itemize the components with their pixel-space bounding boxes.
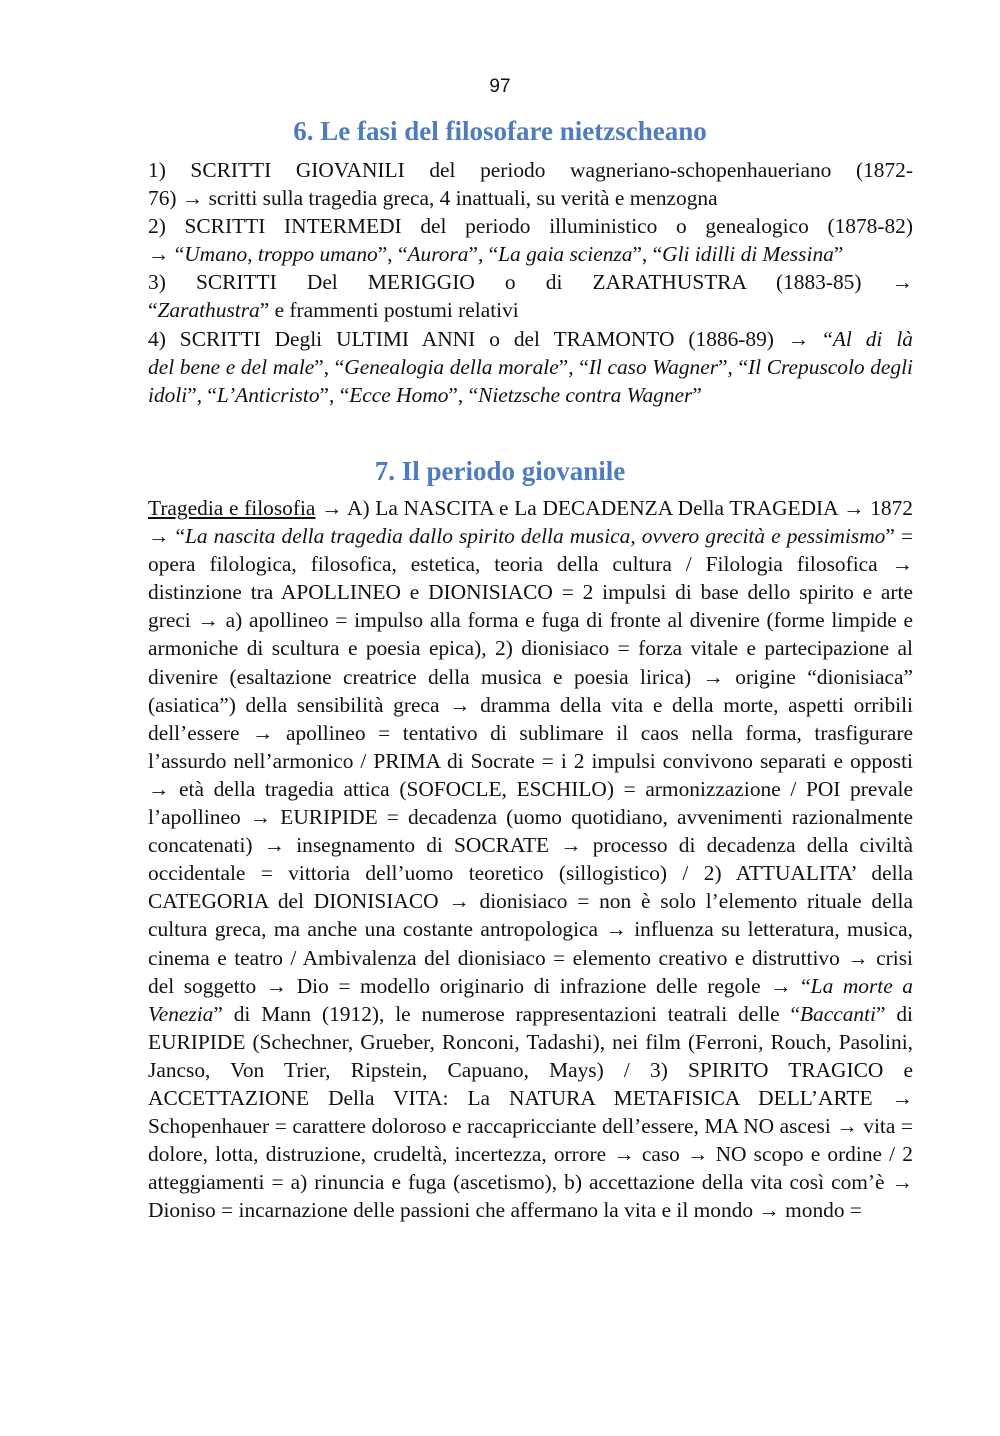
section6.items.3.lines.1-run: Genealogia della morale <box>344 354 559 379</box>
section6.items.3.lines.2-run: idoli <box>148 382 188 407</box>
section6.items.3.lines.1-run: ”, “ <box>718 354 749 379</box>
section7.paragraph-run: ” di EURIPIDE (Schechner, Grueber, Ronconi, Tadashi), nei film (Ferroni, Rouch, Pasolini, Jancso, Von Trier, Ripstein, Capuano, Mays) / 3) SPIRITO TRAGICO e ACCETTAZIONE Della VITA: La NATURA METAFISICA DELL’ARTE → Schopenhauer = carattere doloroso e raccapricciante dell’essere, MA NO ascesi → vita = dolore, lotta, distruzione, crudeltà, incertezza, orrore → caso → NO scopo e ordine / 2 atteggiamenti = a) rinuncia e fuga (ascetismo), b) accettazione della vita così com’è → Dioniso = incarnazione delle passioni che affermano la vita e il mondo → mondo = <box>148 1001 914 1223</box>
section6.items.3.lines.1-run: Il caso Wagner <box>588 354 719 379</box>
section6.items.3.lines.1-run: del bene e del male <box>148 354 315 379</box>
section6.items.3.lines.1-run: ”, “ <box>558 354 589 379</box>
section6.items.0.lines.0-run: 1) SCRITTI GIOVANILI del periodo wagneriano-schopenhaueriano (1872- <box>148 158 913 182</box>
phase-line <box>148 240 913 268</box>
phase-list-item <box>148 156 913 212</box>
section6.items.2.lines.1-run: ” e frammenti postumi relativi <box>259 298 519 323</box>
phase-list-item <box>148 268 913 324</box>
phase-line <box>148 268 913 296</box>
section6.items.1.lines.1-run: ” <box>833 242 844 267</box>
phase-list-item <box>148 325 913 409</box>
section7.paragraph-run: La nascita della tragedia dallo spirito della musica, ovvero grecità e pessimismo <box>184 524 886 549</box>
phase-line <box>148 184 913 212</box>
phase-line <box>148 353 913 381</box>
phase-line <box>148 325 913 353</box>
section6.items.2.lines.1-run: Zarathustra <box>157 298 260 323</box>
section6.items.3.lines.2-run: L’Anticristo <box>216 382 320 407</box>
section6.items.0.lines.1-run: 76) → scritti sulla tragedia greca, 4 inattuali, su verità e menzogna <box>148 186 718 211</box>
phase-line <box>148 296 913 324</box>
section-7-paragraph <box>148 494 913 1224</box>
section6.items.3.lines.2-run: ”, “ <box>319 382 350 407</box>
section7.paragraph-run: Baccanti <box>799 1001 876 1026</box>
section6.items.1.lines.1-run: Gli idilli di Messina <box>662 242 834 267</box>
section6.items.3.lines.1-run: Il Crepuscolo degli <box>748 354 914 379</box>
section6.items.3.lines.0-run: Al di là <box>832 326 913 351</box>
phase-line <box>148 156 913 184</box>
section6.items.1.lines.1-run: ”, “ <box>377 242 408 267</box>
section6.items.1.lines.1-run: ”, “ <box>632 242 663 267</box>
section-6-heading: 6. Le fasi del filosofare nietzscheano <box>293 116 707 146</box>
section6.items.1.lines.1-run: Umano, troppo umano <box>184 242 378 267</box>
section7.paragraph-run: ” = opera filologica, filosofica, estetica, teoria della cultura / Filologia filosofica → distinzione tra APOLLINEO e DIONISIACO = 2 impulsi di base dello spirito e arte greci → a) apollineo = impulso alla forma e fuga di fronte al divenire (forme limpide e armoniche di scultura e poesia epica), 2) dionisiaco = forza vitale e partecipazione al divenire (esaltazione creatrice della musica e poesia lirica) → origine “dionisiaca” (asiatica”) della sensibilità greca → dramma della vita e della morte, aspetti orribili dell’essere → apollineo = tentativo di sublimare il caos nella forma, trasfigurare l’assurdo nell’armonico / PRIMA di Socrate = i 2 impulsi convivono separati e opposti → età della tragedia attica (SOFOCLE, ESCHILO) = armonizzazione / POI prevale l’apollineo → EURIPIDE = decadenza (uomo quotidiano, avvenimenti razionalmente concatenati) → insegnamento di SOCRATE → processo di decadenza della civiltà occidentale = vittoria dell’uomo teoretico (sillogistico) / 2) ATTUALITA’ della CATEGORIA del DIONISIACO → dionisiaco = non è solo l’elemento rituale della cultura greca, ma anche una costante antropologica → influenza su letteratura, musica, cinema e teatro / Ambivalenza del dionisiaco = elemento creativo e distruttivo → crisi del soggetto → Dio = modello originario di infrazione delle regole → “ <box>148 524 914 998</box>
section7.paragraph-run: La morte a Venezia <box>148 973 913 1026</box>
section6.items.3.lines.2-run: ”, “ <box>448 382 479 407</box>
section6.items.2.lines.1-run: “ <box>148 298 158 323</box>
section6.items.2.lines.0-run: 3) SCRITTI Del MERIGGIO o di ZARATHUSTRA (1883-85) → <box>148 270 913 295</box>
section6.items.1.lines.1-run: La gaia scienza <box>498 242 633 267</box>
section6.items.3.lines.1-run: ”, “ <box>314 354 345 379</box>
section6.items.1.lines.1-run: Aurora <box>407 242 469 267</box>
section7.paragraph-run: Tragedia e filosofia <box>148 496 316 520</box>
section6.items.3.lines.2-run: Ecce Homo <box>349 382 449 407</box>
section-6-list <box>148 156 913 409</box>
section7.paragraph-run: ” di Mann (1912), le numerose rappresentazioni teatrali delle “ <box>213 1001 800 1026</box>
section6.items.3.lines.2-run: ”, “ <box>187 382 217 407</box>
section6.items.1.lines.0-run: 2) SCRITTI INTERMEDI del periodo illuministico o genealogico (1878-82) <box>148 214 913 239</box>
section6.items.3.lines.2-run: ” <box>692 382 702 407</box>
section7.paragraph-run: → A) La NASCITA e La DECADENZA Della TRAGEDIA → 1872 → “ <box>148 496 913 549</box>
section6.items.3.lines.0-run: 4) SCRITTI Degli ULTIMI ANNI o del TRAMONTO (1886-89) → “ <box>148 326 833 351</box>
section-7-heading: 7. Il periodo giovanile <box>374 456 626 486</box>
phase-line <box>148 212 913 240</box>
page-number: 97 <box>489 76 511 97</box>
section6.items.3.lines.2-run: Nietzsche contra Wagner <box>478 382 693 407</box>
section6.items.1.lines.1-run: ”, “ <box>468 242 499 267</box>
section6.items.1.lines.1-run: → “ <box>148 242 185 267</box>
phase-line <box>148 381 913 409</box>
phase-list-item <box>148 212 913 268</box>
